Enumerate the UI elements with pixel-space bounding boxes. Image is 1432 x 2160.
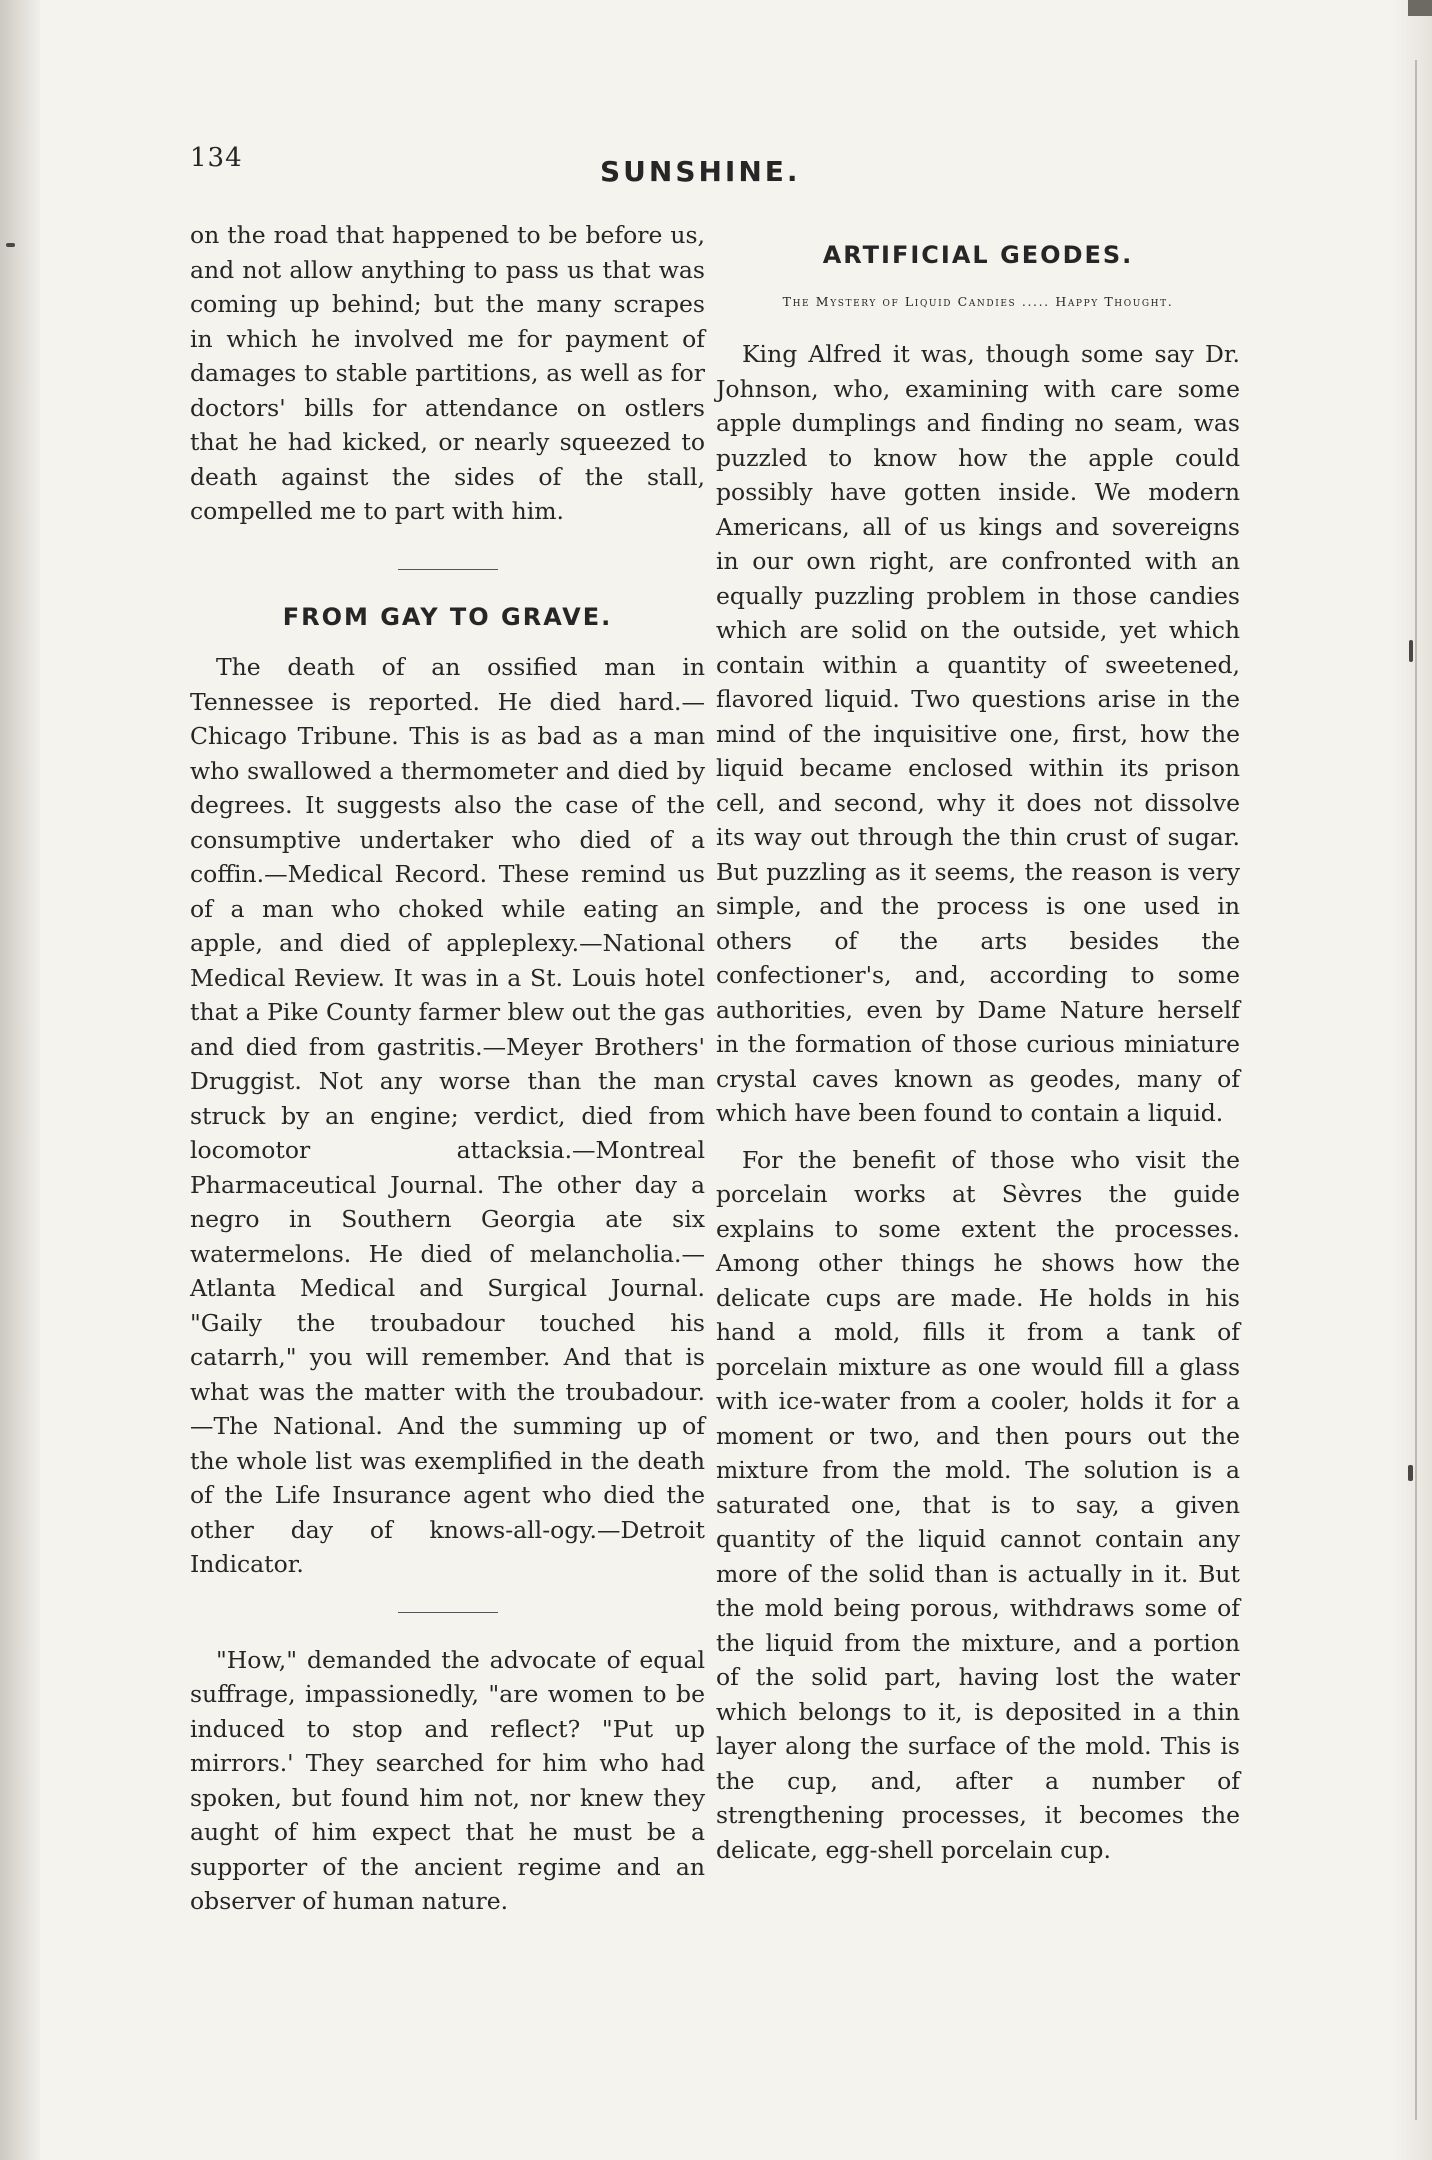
page-number: 134 [190,143,243,173]
article-title-from-gay-to-grave: FROM GAY TO GRAVE. [282,602,613,631]
article-title-artificial-geodes: ARTIFICIAL GEODES. [822,241,1134,269]
article-paragraph: For the benefit of those who visit the porcelain works at Sèvres the guide explains to some extent the processes. Among other things he shows how the delicate cups are made. He holds in his hand a mold, fills it from a tank of porcelain mixture as one would fill a glass with ice-water from a cooler, holds it for a moment or two, and then pours out the mixture from the mold. The solution is a saturated one, that is to say, a given quantity of the liquid cannot contain any more of the solid than is actually in it. But the mold being porous, withdraws some of the liquid from the mixture, and a portion of the solid part, having lost the water which belongs to it, is deposited in a thin layer along the surface of the mold. This is the cup, and, after a number of strengthening processes, it becomes the delicate, egg-shell porcelain cup. [716,1145,1240,1864]
continuation-paragraph: on the road that happened to be before us, and not allow anything to pass us that was coming up behind; but the many scrapes in which he involved me for payment of damages to stable partitions, as well as for doctors' bills for attendance on ostlers that he had kicked, or nearly squeezed to death against the sides of the stall, compelled me to part with him. [190,221,705,525]
article-paragraph: The death of an ossified man in Tennessee is reported. He died hard.—Chicago Tribune. This is as bad as a man who swallowed a thermometer and died by degrees. It suggests also the case of the consumptive undertaker who died of a coffin.—Medical Record. These remind us of a man who choked while eating an apple, and died of appleplexy.—National Medical Review. It was in a St. Louis hotel that a Pike County farmer blew out the gas and died from gastritis.—Meyer Brothers' Druggist. Not any worse than the man struck by an engine; verdict, died from locomotor attacksia.—Montreal Pharmaceutical Journal. The other day a negro in Southern Georgia ate six watermelons. He died of melancholia.—Atlanta Medical and Surgical Journal. "Gaily the troubadour touched his catarrh," you will remember. And that is what was the matter with the troubadour.—The National. And the summing up of the whole list was exemplified in the death of the Life Insurance agent who died the other day of knows-all-ogy.—Detroit Indicator. [190,653,705,1578]
scan-speck-right-2 [1408,1465,1413,1481]
right-column [716,238,1240,1867]
article-subtitle: The Mystery of Liquid Candies ..... Happy Thought. [782,293,1174,309]
scan-speck-left [6,243,15,247]
scan-right-rule [1415,60,1417,2120]
running-head: SUNSHINE. [600,155,801,188]
scan-right-edge [1392,0,1432,2160]
scan-corner-mark [1408,0,1432,16]
scan-left-edge-shadow [0,0,40,2160]
scan-speck-right-1 [1409,640,1413,662]
article-paragraph: "How," demanded the advocate of equal suffrage, impassionedly, "are women to be induced to stop and reflect? "Put up mirrors.' They searched for him who had spoken, but found him not, nor knew they aught of him expect that he must be a supporter of the ancient regime and an observer of human nature. [190,1645,705,1915]
article-paragraph: King Alfred it was, though some say Dr. Johnson, who, examining with care some apple dumplings and finding no seam, was puzzled to know how the apple could possibly have gotten inside. We modern Americans, all of us kings and sovereigns in our own right, are confronted with an equally puzzling problem in those candies which are solid on the outside, yet which contain within a quantity of sweetened, flavored liquid. Two questions arise in the mind of the inquisitive one, first, how the liquid became enclosed within its prison cell, and second, why it does not dissolve its way out through the thin crust of sugar. But puzzling as it seems, the reason is very simple, and the process is one used in others of the arts besides the confectioner's, and, according to some authorities, even by Dame Nature herself in the formation of those curious miniature crystal caves known as geodes, many of which have been found to contain a liquid. [716,340,1240,1127]
left-column [190,218,705,1919]
